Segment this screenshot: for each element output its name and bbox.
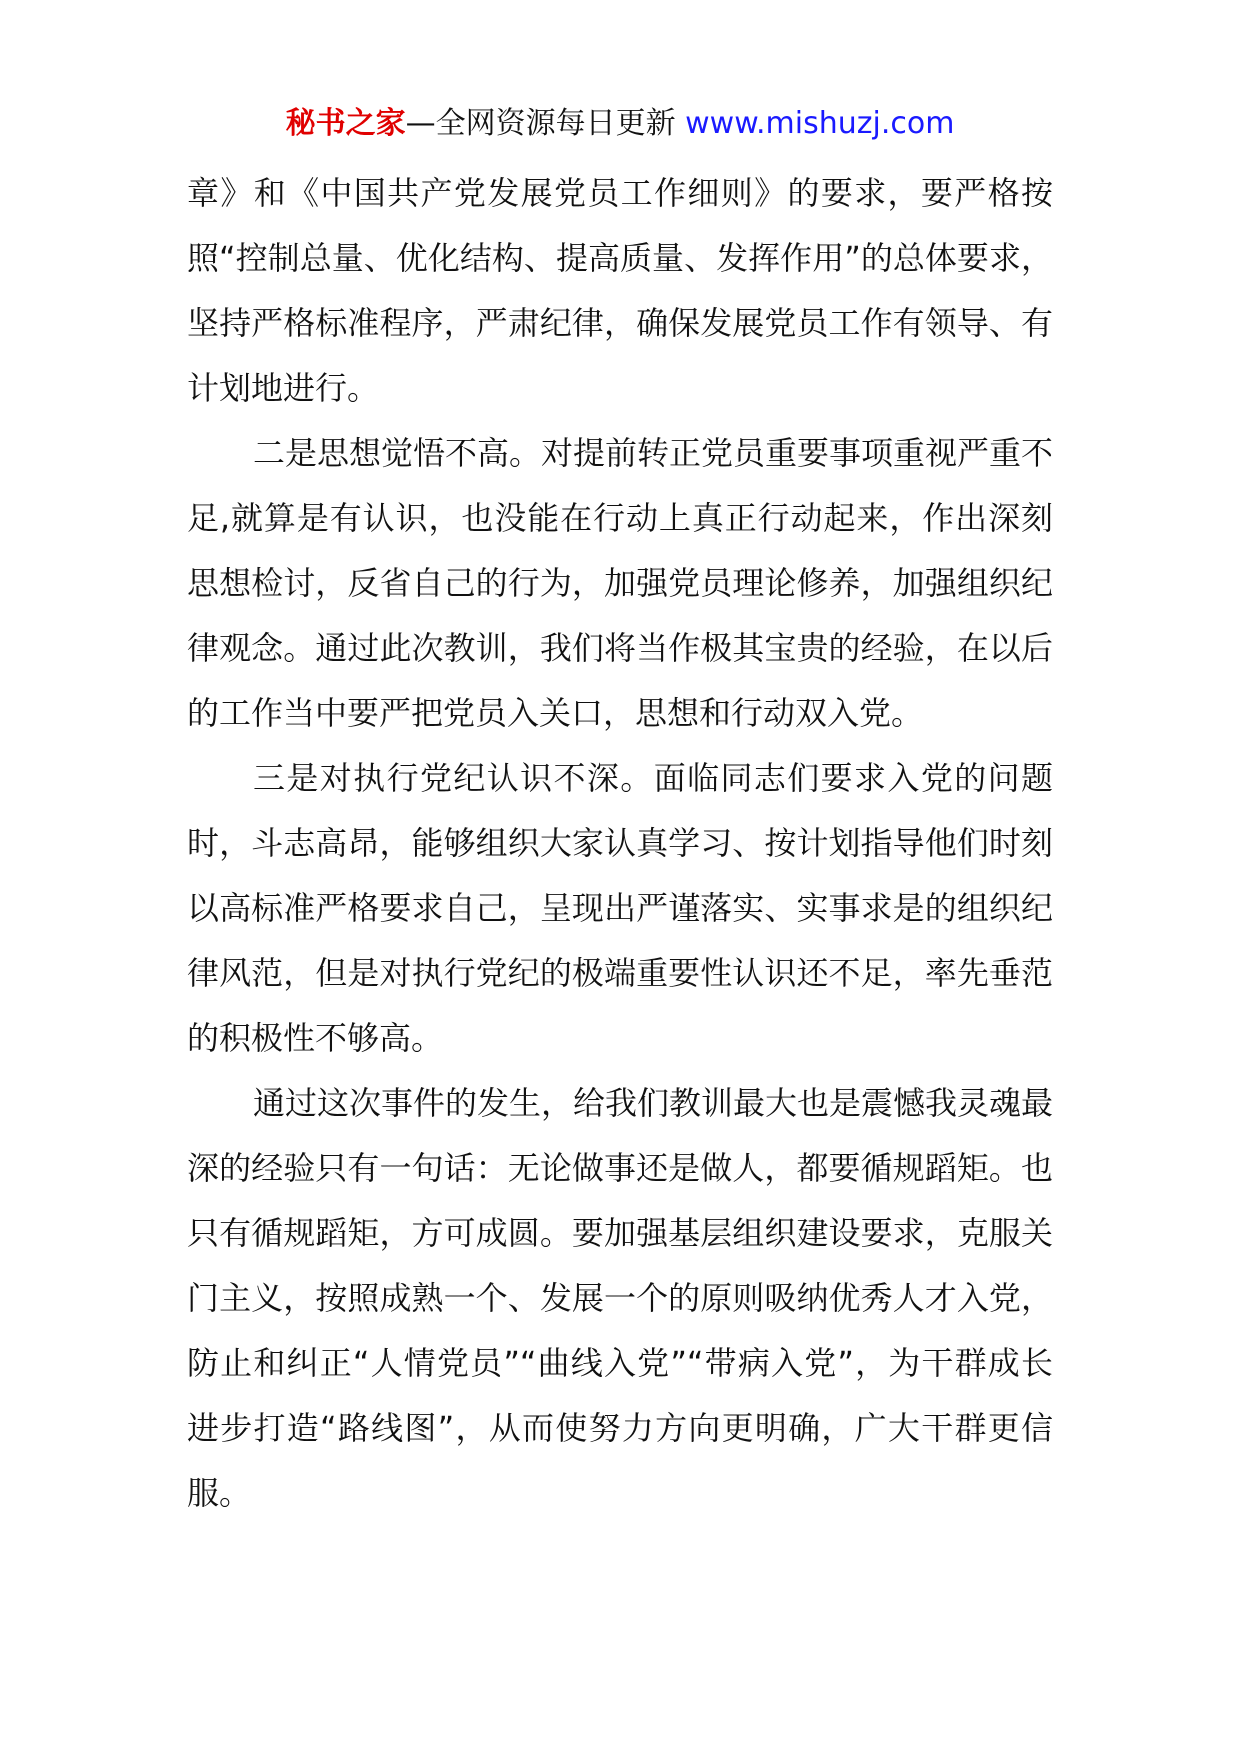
site-url-link[interactable]: www.mishuzj.com	[685, 106, 955, 141]
paragraph-conclusion: 通过这次事件的发生，给我们教训最大也是震憾我灵魂最深的经验只有一句话：无论做事还是做人，都要循规蹈矩。也只有循规蹈矩，方可成圆。要加强基层组织建设要求，克服关门主义，按照成熟一个、发展一个的原则吸纳优秀人才入党，防止和纠正“人情党员”“曲线入党”“带病入党”，为干群成长进步打造“路线图”，从而使努力方向更明确，广大干群更信服。	[187, 1084, 1054, 1512]
site-brand: 秘书之家	[285, 106, 406, 141]
document-body	[187, 161, 1053, 1526]
site-tagline: —全网资源每日更新	[405, 106, 686, 141]
paragraph-point-two: 二是思想觉悟不高。对提前转正党员重要事项重视严重不足,就算是有认识，也没能在行动上真正行动起来，作出深刻思想检讨，反省自己的行为，加强党员理论修养，加强组织纪律观念。通过此次教训，我们将当作极其宝贵的经验，在以后的工作当中要严把党员入关口，思想和行动双入党。	[187, 434, 1054, 732]
paragraph-point-three: 三是对执行党纪认识不深。面临同志们要求入党的问题时，斗志高昂，能够组织大家认真学习、按计划指导他们时刻以高标准严格要求自己，呈现出严谨落实、实事求是的组织纪律风范，但是对执行党纪的极端重要性认识还不足，率先垂范的积极性不够高。	[187, 759, 1053, 1057]
paragraph-continued: 章》和《中国共产党发展党员工作细则》的要求，要严格按照“控制总量、优化结构、提高质量、发挥作用”的总体要求，坚持严格标准程序，严肃纪律，确保发展党员工作有领导、有计划地进行。	[187, 174, 1053, 407]
page-header	[0, 100, 1240, 148]
